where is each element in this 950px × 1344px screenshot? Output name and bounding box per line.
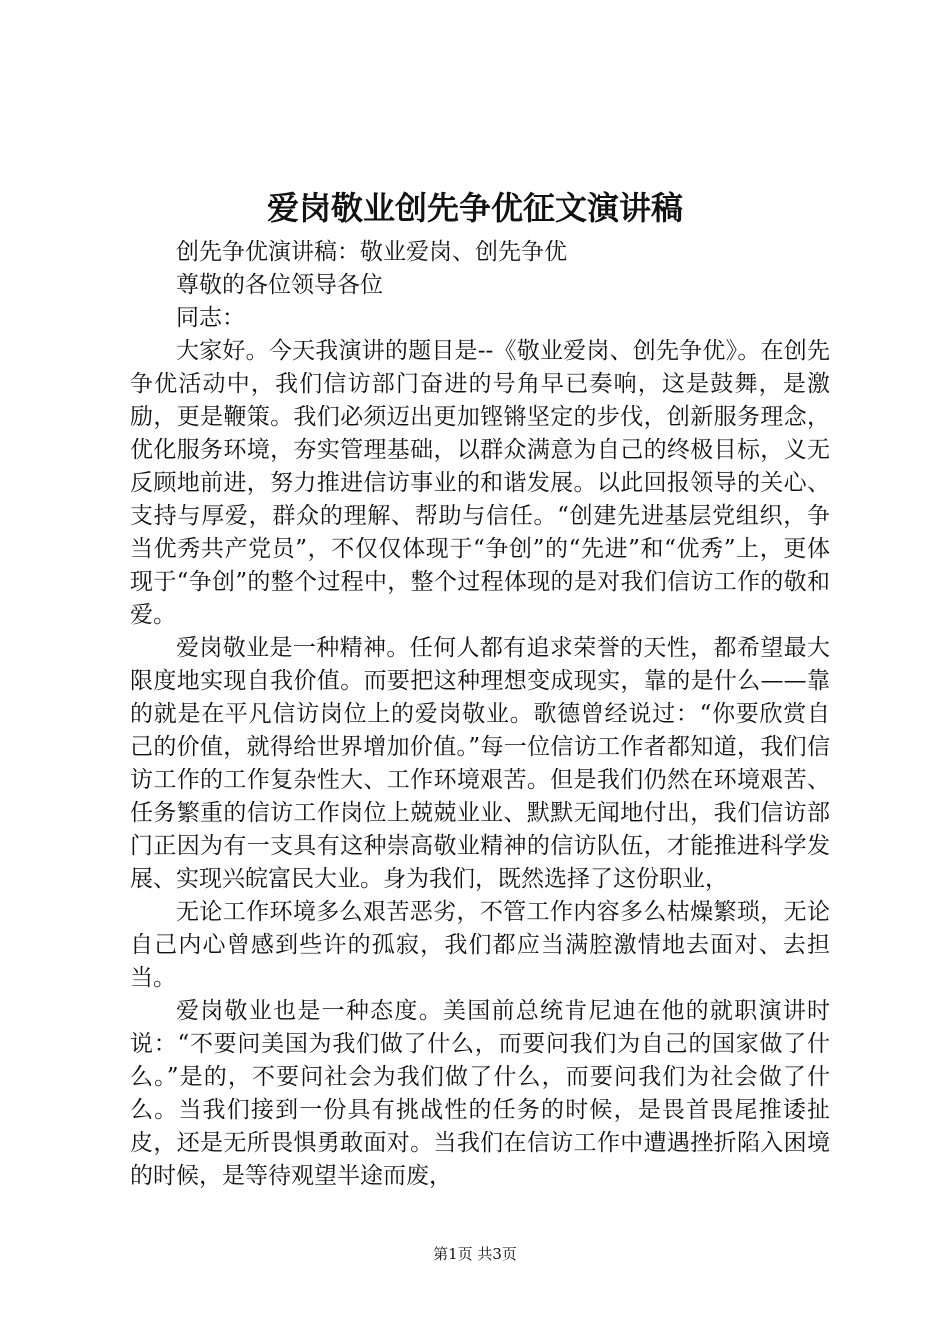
- paragraph-subtitle: 创先争优演讲稿：敬业爱岗、创先争优: [176, 239, 567, 265]
- document-body: [130, 236, 830, 1193]
- paragraph-salutation: 尊敬的各位领导各位: [176, 272, 383, 298]
- paragraph-body: 无论工作环境多么艰苦恶劣，不管工作内容多么枯燥繁琐，无论自己内心曾感到些许的孤寂，我们都应当满腔激情地去面对、去担当。: [130, 899, 830, 991]
- paragraph-body: 爱岗敬业也是一种态度。美国前总统肯尼迪在他的就职演讲时说：“不要问美国为我们做了什么，而要问我们为自己的国家做了什么。”是的，不要问社会为我们做了什么，而要问我们为社会做了什么。当我们接到一份具有挑战性的任务的时候，是畏首畏尾推诿扯皮，还是无所畏惧勇敢面对。当我们在信访工作中遭遇挫折陷入困境的时候，是等待观望半途而废，: [130, 998, 830, 1189]
- paragraph-body: 爱岗敬业是一种精神。任何人都有追求荣誉的天性，都希望最大限度地实现自我价值。而要把这种理想变成现实，靠的是什么——靠的就是在平凡信访岗位上的爱岗敬业。歌德曾经说过：“你要欣赏自己的价值，就得给世界增加价值。”每一位信访工作者都知道，我们信访工作的工作复杂性大、工作环境艰苦。但是我们仍然在环境艰苦、任务繁重的信访工作岗位上兢兢业业、默默无闻地付出，我们信访部门正因为有一支具有这种崇高敬业精神的信访队伍，才能推进科学发展、实现兴皖富民大业。身为我们，既然选择了这份职业，: [130, 635, 830, 892]
- paragraph-salutation-cont: 同志：: [176, 305, 245, 331]
- document-title: 爱岗敬业创先争优征文演讲稿: [266, 189, 683, 227]
- paragraph-body: 大家好。今天我演讲的题目是--《敬业爱岗、创先争优》。在创先争优活动中，我们信访部门奋进的号角早已奏响，这是鼓舞，是激励，更是鞭策。我们必须迈出更加铿锵坚定的步伐，创新服务理念，优化服务环境，夯实管理基础，以群众满意为自己的终极目标，义无反顾地前进，努力推进信访事业的和谐发展。以此回报领导的关心、支持与厚爱，群众的理解、帮助与信任。“创建先进基层党组织，争当优秀共产党员”，不仅仅体现于“争创”的“先进”和“优秀”上，更体现于“争创”的整个过程中，整个过程体现的是对我们信访工作的敬和爱。: [130, 338, 830, 628]
- page-footer: 第1页 共3页: [433, 1245, 517, 1263]
